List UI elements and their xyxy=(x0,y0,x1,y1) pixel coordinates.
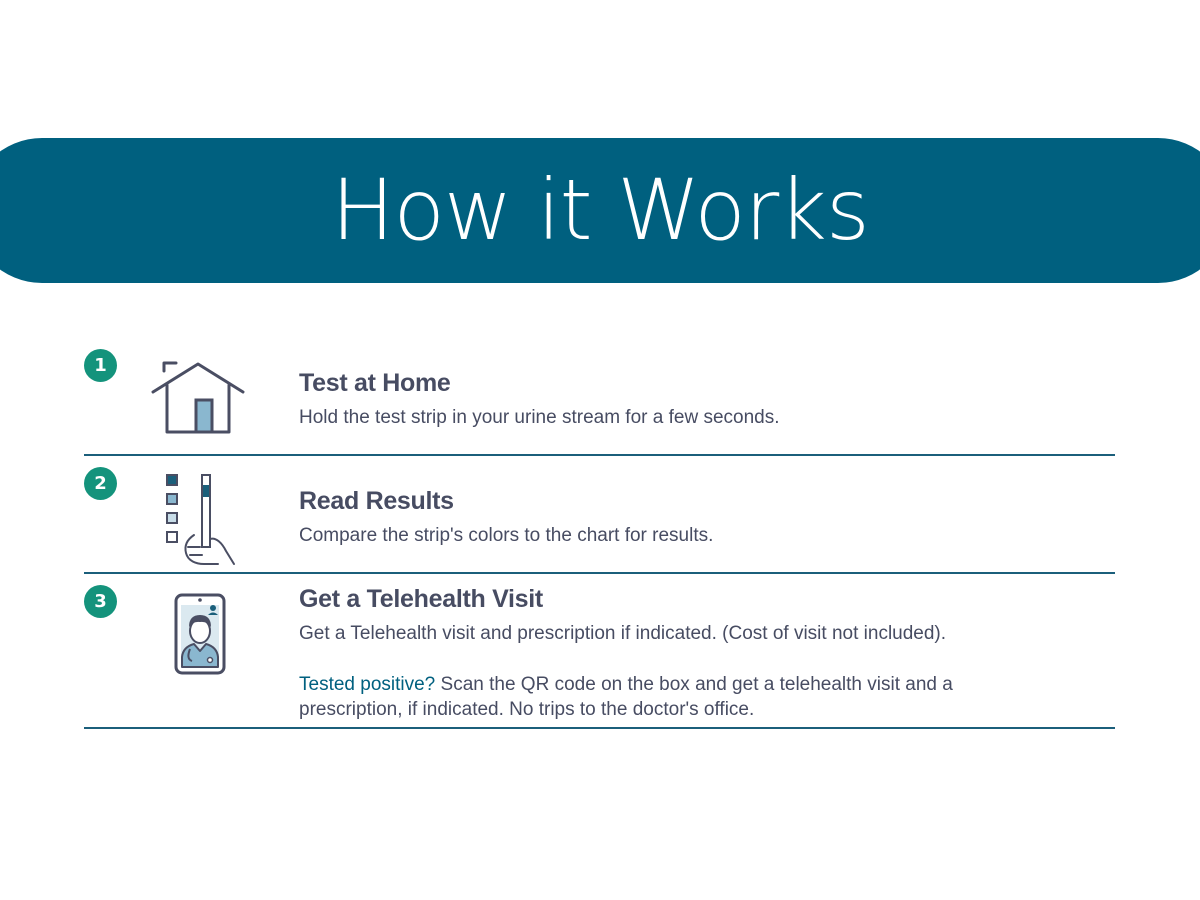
step-description: Hold the test strip in your urine stream for a few seconds. xyxy=(299,407,780,428)
step-title: Get a Telehealth Visit xyxy=(299,585,543,613)
page-title: How it Works xyxy=(331,161,869,259)
step-title: Read Results xyxy=(299,487,454,515)
step-number-badge: 3 xyxy=(84,585,117,618)
tested-positive-note xyxy=(299,672,1059,722)
step-description: Get a Telehealth visit and prescription if indicated. (Cost of visit not included). xyxy=(299,623,947,644)
step-1 xyxy=(84,349,1115,456)
test-strip-chart-icon xyxy=(164,473,244,567)
tested-positive-text: Scan the QR code on the box and get a telehealth visit and a prescription, if indicated. No trips to the doctor's office. xyxy=(299,674,953,720)
step-title: Test at Home xyxy=(299,369,451,397)
step-3 xyxy=(84,585,1115,729)
house-icon xyxy=(150,361,246,435)
step-number-badge: 1 xyxy=(84,349,117,382)
tested-positive-link[interactable]: Tested positive? xyxy=(299,674,436,695)
step-number-badge: 2 xyxy=(84,467,117,500)
step-description: Compare the strip's colors to the chart for results. xyxy=(299,525,714,546)
telehealth-phone-icon xyxy=(174,593,226,675)
step-2 xyxy=(84,467,1115,574)
